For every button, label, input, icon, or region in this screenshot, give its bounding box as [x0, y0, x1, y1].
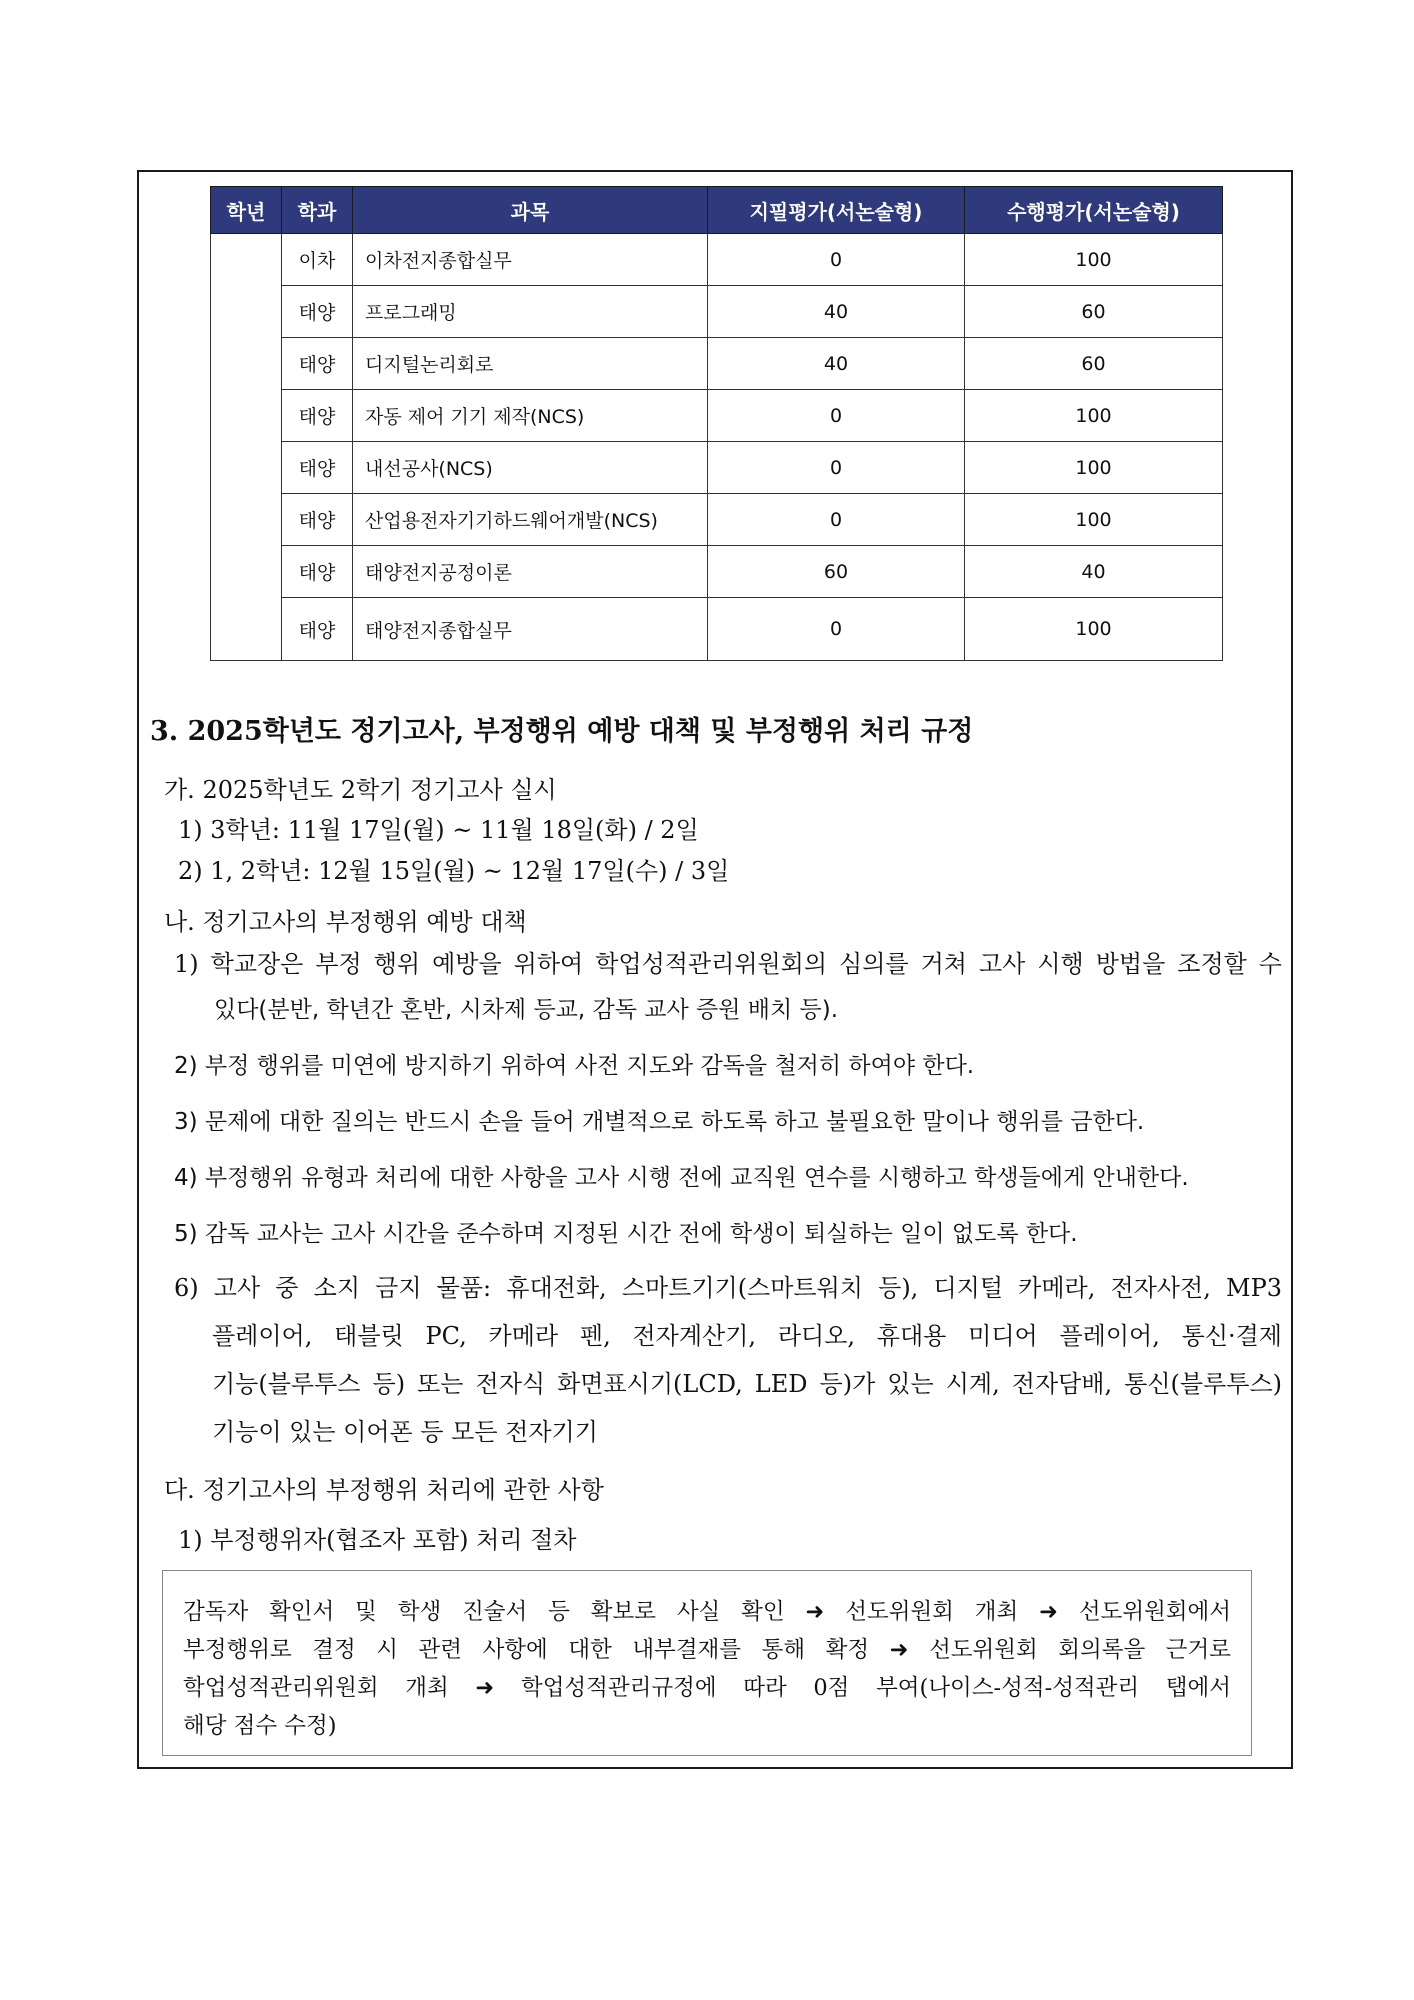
- performance-cell: 60: [965, 338, 1223, 390]
- table-row: [211, 494, 1223, 546]
- dept-cell: 태양: [282, 494, 353, 546]
- procedure-step: 학업성적관리위원회 개최: [183, 1675, 449, 1701]
- dept-cell: 태양: [282, 598, 353, 661]
- list-item: 6) 고사 중 소지 금지 물품: 휴대전화, 스마트기기(스마트워치 등), 디지털 카메라, 전자사전, MP3: [174, 1274, 1282, 1302]
- performance-cell: 100: [965, 442, 1223, 494]
- written-cell: 0: [708, 442, 965, 494]
- section-heading: 3. 2025학년도 정기고사, 부정행위 예방 대책 및 부정행위 처리 규정: [150, 716, 974, 747]
- subject-cell: 산업용전자기기하드웨어개발(NCS): [353, 494, 708, 546]
- subsection-da-title: 다. 정기고사의 부정행위 처리에 관한 사항: [164, 1476, 604, 1504]
- header-performance-eval: 수행평가(서논술형): [965, 187, 1223, 234]
- arrow-right-icon: ➜: [1039, 1599, 1058, 1625]
- list-item-continuation: 기능(블루투스 등) 또는 전자식 화면표시기(LCD, LED 등)가 있는 시계, 전자담배, 통신(블루투스): [212, 1370, 1282, 1398]
- performance-cell: 100: [965, 234, 1223, 286]
- assessment-table: [210, 186, 1223, 661]
- list-item: 4) 부정행위 유형과 처리에 대한 사항을 고사 시행 전에 교직원 연수를 시행하고 학생들에게 안내한다.: [174, 1165, 1189, 1191]
- procedure-line: [183, 1669, 1231, 1707]
- subsection-ga-title: 가. 2025학년도 2학기 정기고사 실시: [164, 776, 557, 804]
- subject-cell: 프로그래밍: [353, 286, 708, 338]
- procedure-step: 학업성적관리규정에 따라 0점 부여(나이스-성적-성적관리 탭에서: [520, 1675, 1231, 1701]
- header-department: 학과: [282, 187, 353, 234]
- procedure-step: 감독자 확인서 및 학생 진술서 등 확보로 사실 확인: [183, 1599, 785, 1625]
- dept-cell: 태양: [282, 286, 353, 338]
- written-cell: 60: [708, 546, 965, 598]
- table-row: [211, 338, 1223, 390]
- subject-cell: 내선공사(NCS): [353, 442, 708, 494]
- table-row: [211, 442, 1223, 494]
- subject-cell: 이차전지종합실무: [353, 234, 708, 286]
- subject-cell: 디지털논리회로: [353, 338, 708, 390]
- table-row: [211, 546, 1223, 598]
- performance-cell: 100: [965, 598, 1223, 661]
- list-item-continuation: 있다(분반, 학년간 혼반, 시차제 등교, 감독 교사 증원 배치 등).: [214, 997, 839, 1023]
- header-subject: 과목: [353, 187, 708, 234]
- list-item-continuation: 플레이어, 태블릿 PC, 카메라 펜, 전자계산기, 라디오, 휴대용 미디어 플레이어, 통신·결제: [212, 1322, 1282, 1350]
- list-item-continuation: 기능이 있는 이어폰 등 모든 전자기기: [212, 1418, 598, 1446]
- list-item: 2) 부정 행위를 미연에 방지하기 위하여 사전 지도와 감독을 철저히 하여야 한다.: [174, 1053, 975, 1079]
- procedure-step: 부정행위로 결정 시 관련 사항에 대한 내부결재를 통해 확정: [183, 1637, 870, 1663]
- written-cell: 0: [708, 234, 965, 286]
- subject-cell: 태양전지공정이론: [353, 546, 708, 598]
- header-written-eval: 지필평가(서논술형): [708, 187, 965, 234]
- grade-cell: [211, 234, 282, 661]
- list-item: 1) 학교장은 부정 행위 예방을 위하여 학업성적관리위원회의 심의를 거쳐 고사 시행 방법을 조정할 수: [174, 950, 1282, 978]
- dept-cell: 태양: [282, 338, 353, 390]
- subject-cell: 태양전지종합실무: [353, 598, 708, 661]
- procedure-step: 선도위원회 회의록을 근거로: [929, 1637, 1232, 1663]
- arrow-right-icon: ➜: [889, 1637, 909, 1663]
- table-row: [211, 390, 1223, 442]
- list-item: 5) 감독 교사는 고사 시간을 준수하며 지정된 시간 전에 학생이 퇴실하는 일이 없도록 한다.: [174, 1221, 1078, 1247]
- written-cell: 40: [708, 286, 965, 338]
- table-header-row: [211, 187, 1223, 234]
- written-cell: 0: [708, 390, 965, 442]
- procedure-box: [162, 1570, 1252, 1756]
- procedure-line: [183, 1631, 1231, 1669]
- list-item: 2) 1, 2학년: 12월 15일(월) ~ 12월 17일(수) / 3일: [178, 857, 730, 885]
- procedure-step: 선도위원회 개최: [845, 1599, 1019, 1625]
- performance-cell: 60: [965, 286, 1223, 338]
- list-item: 3) 문제에 대한 질의는 반드시 손을 들어 개별적으로 하도록 하고 불필요한 말이나 행위를 금한다.: [174, 1109, 1145, 1135]
- performance-cell: 100: [965, 494, 1223, 546]
- performance-cell: 100: [965, 390, 1223, 442]
- dept-cell: 태양: [282, 546, 353, 598]
- arrow-right-icon: ➜: [805, 1599, 825, 1625]
- table-row: [211, 234, 1223, 286]
- dept-cell: 태양: [282, 442, 353, 494]
- table-row: [211, 598, 1223, 661]
- subsection-na-title: 나. 정기고사의 부정행위 예방 대책: [164, 908, 527, 936]
- arrow-right-icon: ➜: [475, 1675, 495, 1701]
- written-cell: 0: [708, 598, 965, 661]
- procedure-line: [183, 1593, 1231, 1631]
- written-cell: 0: [708, 494, 965, 546]
- dept-cell: 태양: [282, 390, 353, 442]
- list-item: 1) 부정행위자(협조자 포함) 처리 절차: [178, 1526, 577, 1554]
- table-row: [211, 286, 1223, 338]
- performance-cell: 40: [965, 546, 1223, 598]
- procedure-step: 선도위원회에서: [1078, 1599, 1232, 1625]
- header-grade: 학년: [211, 187, 282, 234]
- list-item: 1) 3학년: 11월 17일(월) ~ 11월 18일(화) / 2일: [178, 816, 699, 844]
- procedure-line: 해당 점수 수정): [183, 1713, 337, 1739]
- dept-cell: 이차: [282, 234, 353, 286]
- written-cell: 40: [708, 338, 965, 390]
- subject-cell: 자동 제어 기기 제작(NCS): [353, 390, 708, 442]
